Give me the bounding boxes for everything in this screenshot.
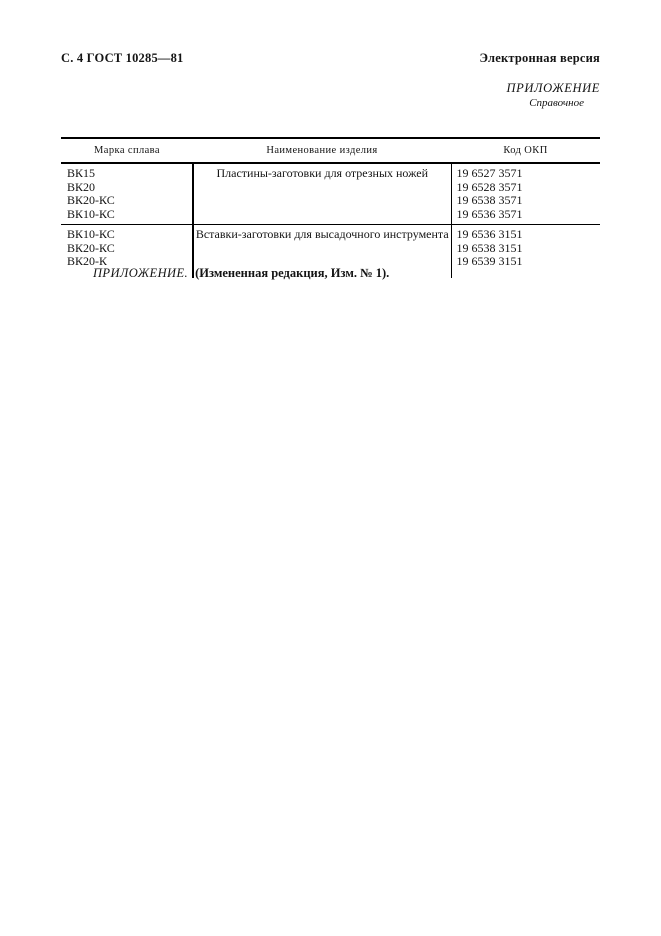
alloy-grade: ВК20-К: [67, 254, 108, 268]
alloy-grade: ВК10-КС: [67, 206, 115, 221]
okp-code: 19 6536 3151: [456, 227, 523, 241]
alloy-grade: ВК20-КС: [67, 240, 115, 255]
table-row-group-1: [61, 163, 600, 225]
edition-label: Электронная версия: [479, 51, 600, 65]
alloy-grade: ВК20: [67, 179, 96, 194]
annex-subtitle: Справочное: [529, 97, 584, 109]
okp-code: 19 6527 3571: [456, 166, 523, 180]
amendment-note-lead: ПРИЛОЖЕНИЕ.: [93, 266, 189, 280]
okp-codes-cell: [451, 163, 600, 225]
okp-code: 19 6538 3571: [456, 193, 523, 207]
okp-code: 19 6536 3571: [456, 206, 523, 221]
alloy-products-table: [61, 137, 600, 278]
table-header-row: [61, 138, 600, 163]
product-name: Пластины-заготовки для отрезных ножей: [193, 163, 451, 225]
okp-codes-cell: [451, 225, 600, 278]
column-header-product-name: Наименование изделия: [193, 138, 451, 163]
alloy-grade: ВК15: [67, 166, 96, 180]
page-number-doc-title: С. 4 ГОСТ 10285—81: [61, 51, 184, 65]
okp-code: 19 6539 3151: [456, 254, 523, 268]
column-header-alloy-grade: Марка сплава: [61, 138, 193, 163]
annex-title: ПРИЛОЖЕНИЕ: [506, 81, 600, 95]
okp-code: 19 6538 3151: [456, 240, 523, 255]
alloy-grades-cell: [61, 163, 193, 225]
annex-block: [507, 81, 600, 109]
amendment-note: [93, 266, 389, 281]
column-header-okp-code: Код ОКП: [451, 138, 600, 163]
alloy-grade: ВК10-КС: [67, 227, 115, 241]
page-header: [61, 51, 600, 66]
alloy-grade: ВК20-КС: [67, 193, 115, 207]
amendment-note-text: (Измененная редакция, Изм. № 1).: [195, 266, 390, 280]
product-name: Вставки-заготовки для высадочного инструмента: [193, 225, 451, 278]
okp-code: 19 6528 3571: [456, 179, 523, 194]
